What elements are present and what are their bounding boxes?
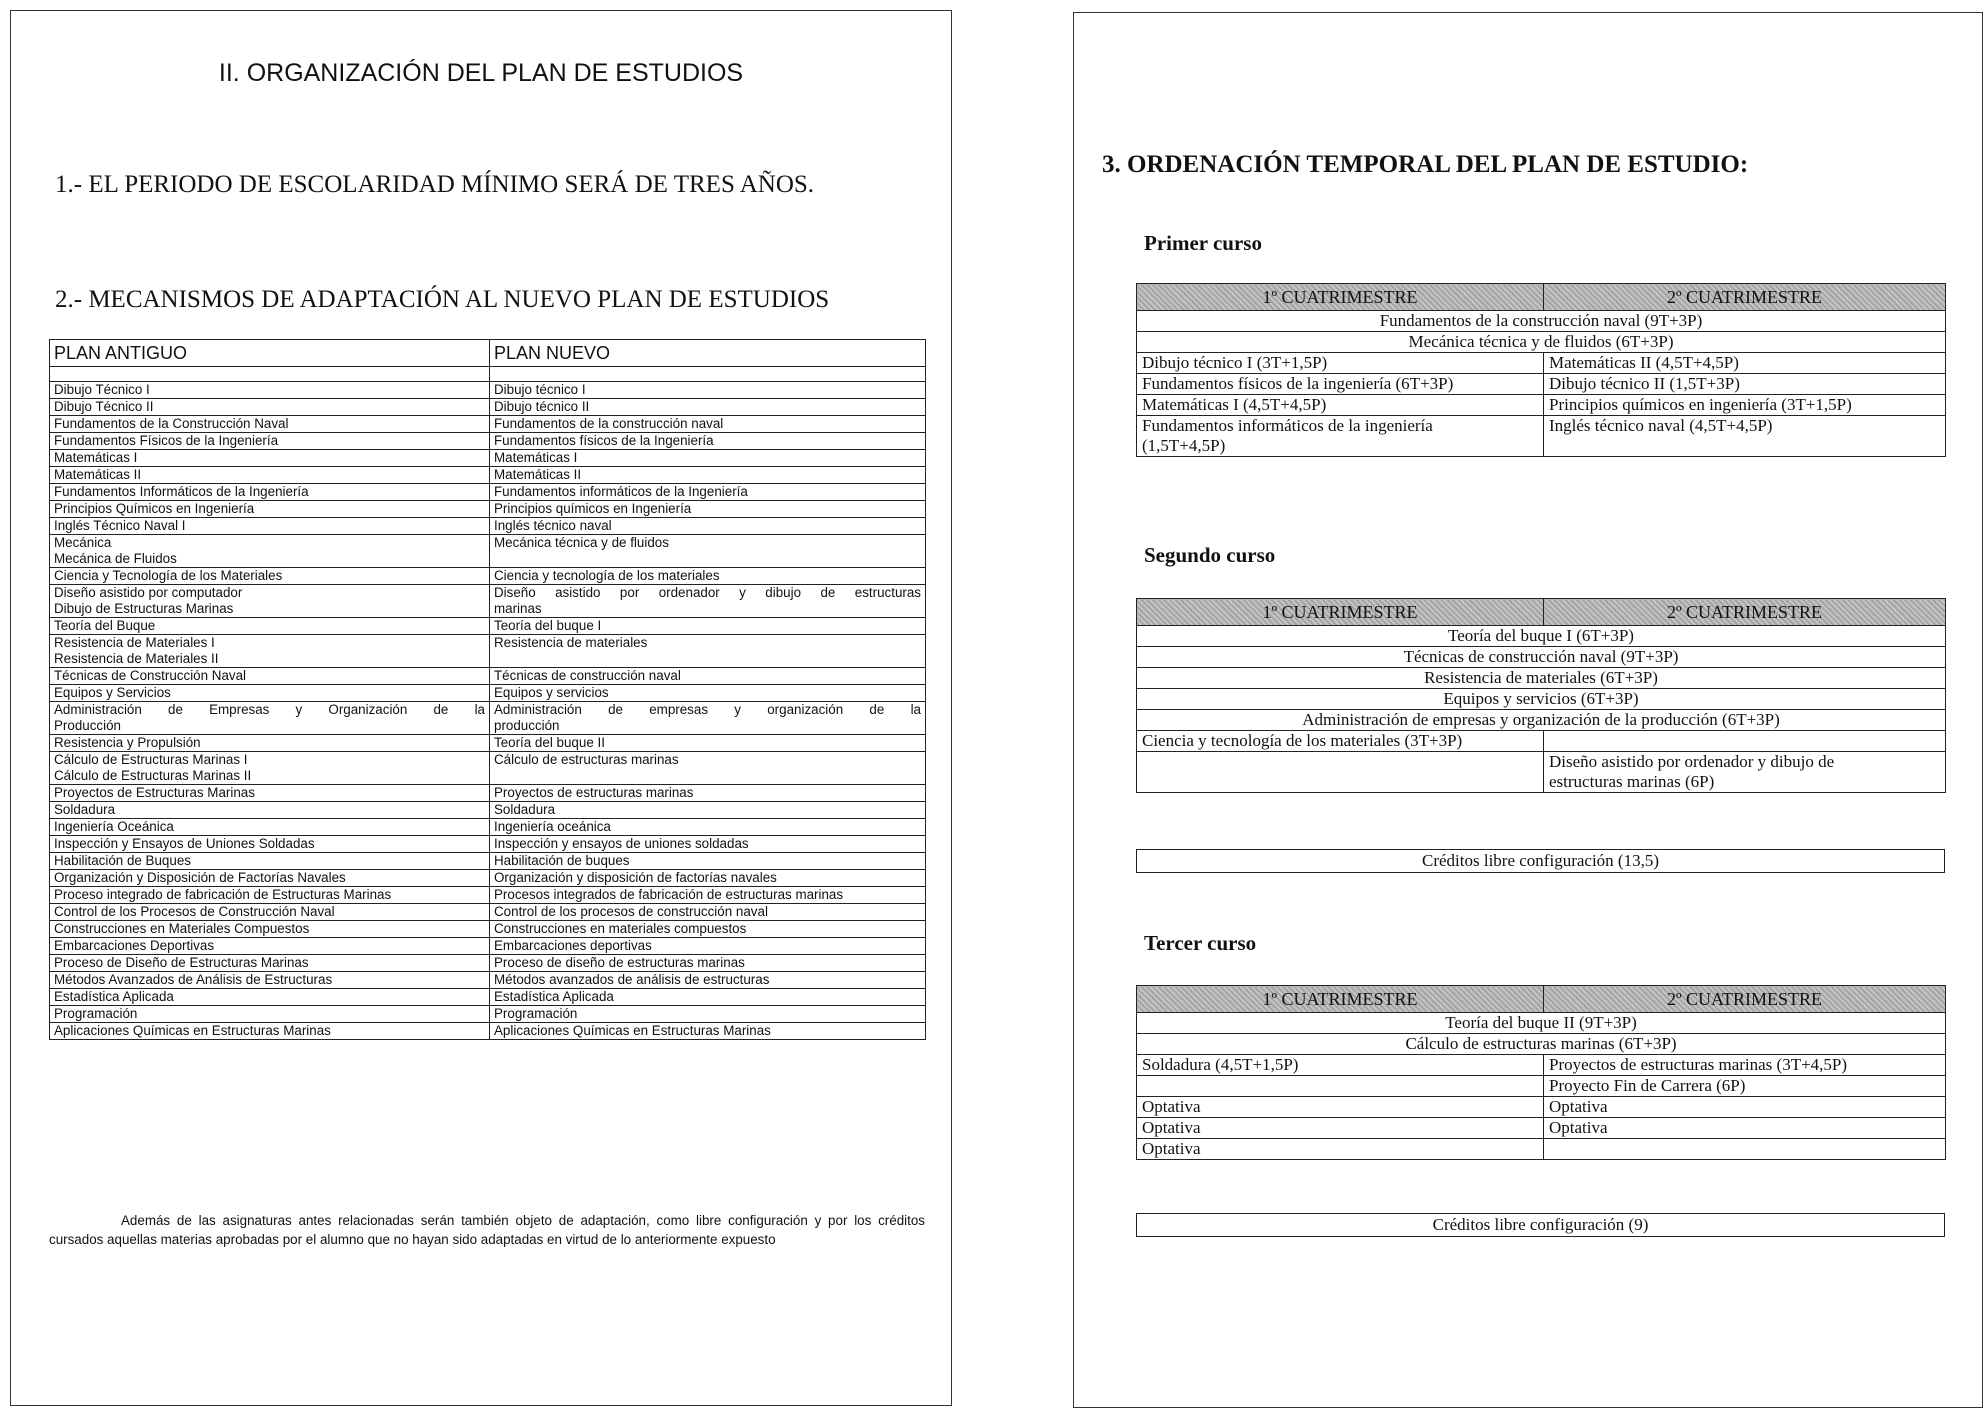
plan-nuevo-cell xyxy=(490,568,926,585)
plan-antiguo-cell xyxy=(50,618,490,635)
plan-antiguo-text: Aplicaciones Químicas en Estructuras Marinas xyxy=(54,1023,331,1038)
plan-nuevo-cell xyxy=(490,938,926,955)
plan-nuevo-cell xyxy=(490,702,926,735)
plan-antiguo-text: Cálculo de Estructuras Marinas II xyxy=(54,768,252,783)
plan-nuevo-text: Fundamentos físicos de la Ingeniería xyxy=(494,433,714,448)
second-semester-cell xyxy=(1544,1055,1946,1076)
schedule-body xyxy=(1137,311,1946,457)
plan-nuevo-cell xyxy=(490,819,926,836)
plan-antiguo-cell xyxy=(50,955,490,972)
plan-antiguo-cell xyxy=(50,568,490,585)
plan-antiguo-text: Fundamentos Físicos de la Ingeniería xyxy=(54,433,279,448)
plan-antiguo-text: Fundamentos de la Construcción Naval xyxy=(54,416,289,431)
second-semester-cell xyxy=(1544,731,1946,752)
subject-text: Inglés técnico naval (4,5T+4,5P) xyxy=(1549,416,1773,435)
subject-text xyxy=(1549,1139,1940,1159)
plan-nuevo-text: Soldadura xyxy=(494,802,556,817)
plan-antiguo-text: Control de los Procesos de Construcción Naval xyxy=(54,904,335,919)
curso-label-segundo: Segundo curso xyxy=(1144,543,1276,567)
plan-nuevo-cell xyxy=(490,1023,926,1040)
table-row xyxy=(50,467,926,484)
subject-text xyxy=(1142,752,1538,772)
first-semester-cell xyxy=(1137,374,1544,395)
table-row xyxy=(50,568,926,585)
plan-antiguo-text: Administración de Empresas y Organización de la xyxy=(54,702,485,717)
plan-antiguo-cell xyxy=(50,887,490,904)
plan-antiguo-cell xyxy=(50,1006,490,1023)
heading-escolaridad: 1.- EL PERIODO DE ESCOLARIDAD MÍNIMO SERÁ DE TRES AÑOS. xyxy=(55,171,815,198)
semester-row xyxy=(1137,395,1946,416)
table-row xyxy=(50,735,926,752)
plan-antiguo-text: Mecánica de Fluidos xyxy=(54,551,177,566)
credits-box-segundo: Créditos libre configuración (13,5) xyxy=(1136,849,1945,873)
semester-row xyxy=(1137,1139,1946,1160)
first-semester-cell xyxy=(1137,1055,1544,1076)
plan-antiguo-cell xyxy=(50,382,490,399)
table-row xyxy=(50,904,926,921)
plan-antiguo-text: Ciencia y Tecnología de los Materiales xyxy=(54,568,283,583)
plan-nuevo-text: Dibujo técnico II xyxy=(494,399,590,414)
plan-nuevo-text: Fundamentos informáticos de la Ingeniería xyxy=(494,484,748,499)
plan-nuevo-text: Técnicas de construcción naval xyxy=(494,668,681,683)
plan-antiguo-cell xyxy=(50,433,490,450)
table-row xyxy=(50,450,926,467)
annual-subject-cell: Técnicas de construcción naval (9T+3P) xyxy=(1137,647,1946,668)
subject-text: estructuras marinas (6P) xyxy=(1549,772,1715,791)
full-width-row xyxy=(1137,332,1946,353)
plan-antiguo-cell xyxy=(50,752,490,785)
plan-antiguo-cell xyxy=(50,484,490,501)
plan-nuevo-cell xyxy=(490,450,926,467)
table-row xyxy=(50,618,926,635)
first-semester-cell xyxy=(1137,1076,1544,1097)
table-row xyxy=(50,802,926,819)
plan-nuevo-text: Habilitación de buques xyxy=(494,853,630,868)
plan-antiguo-text: Resistencia de Materiales I xyxy=(54,635,215,650)
first-semester-cell xyxy=(1137,752,1544,793)
plan-nuevo-text: Ciencia y tecnología de los materiales xyxy=(494,568,720,583)
plan-nuevo-cell xyxy=(490,433,926,450)
section-title: II. ORGANIZACIÓN DEL PLAN DE ESTUDIOS xyxy=(218,59,744,87)
plan-nuevo-cell xyxy=(490,484,926,501)
subject-text: Ciencia y tecnología de los materiales (3T+3P) xyxy=(1142,731,1463,750)
right-page xyxy=(1073,12,1983,1408)
plan-nuevo-text: Matemáticas I xyxy=(494,450,578,465)
plan-nuevo-text: Construcciones en materiales compuestos xyxy=(494,921,747,936)
table-row xyxy=(50,887,926,904)
plan-antiguo-cell xyxy=(50,989,490,1006)
plan-antiguo-cell xyxy=(50,1023,490,1040)
spacer-row xyxy=(50,367,926,382)
plan-nuevo-cell xyxy=(490,668,926,685)
plan-antiguo-cell xyxy=(50,870,490,887)
plan-nuevo-text: Procesos integrados de fabricación de estructuras marinas xyxy=(494,887,844,902)
table-row xyxy=(50,668,926,685)
plan-nuevo-text: Teoría del buque I xyxy=(494,618,602,633)
subject-text: (1,5T+4,5P) xyxy=(1142,436,1226,455)
subject-text: Soldadura (4,5T+1,5P) xyxy=(1142,1055,1299,1074)
plan-nuevo-cell xyxy=(490,989,926,1006)
semester-row xyxy=(1137,1118,1946,1139)
plan-nuevo-text: Estadística Aplicada xyxy=(494,989,614,1004)
plan-nuevo-text: Control de los procesos de construcción naval xyxy=(494,904,768,919)
plan-antiguo-text: Matemáticas II xyxy=(54,467,142,482)
plan-antiguo-text: Programación xyxy=(54,1006,138,1021)
plan-antiguo-text: Organización y Disposición de Factorías Navales xyxy=(54,870,346,885)
semester-header-2: 2º CUATRIMESTRE xyxy=(1544,284,1946,311)
plan-antiguo-text: Mecánica xyxy=(54,535,112,550)
full-width-row xyxy=(1137,1013,1946,1034)
plan-antiguo-cell xyxy=(50,904,490,921)
adaptation-table-body xyxy=(50,367,926,1040)
plan-nuevo-text: Organización y disposición de factorías navales xyxy=(494,870,777,885)
plan-nuevo-text: producción xyxy=(494,718,560,733)
plan-nuevo-cell xyxy=(490,518,926,535)
plan-nuevo-text: Embarcaciones deportivas xyxy=(494,938,652,953)
plan-antiguo-text: Resistencia de Materiales II xyxy=(54,651,219,666)
plan-nuevo-cell xyxy=(490,1006,926,1023)
subject-text: Optativa xyxy=(1549,1097,1608,1116)
subject-text: Proyectos de estructuras marinas (3T+4,5P) xyxy=(1549,1055,1848,1074)
second-semester-cell xyxy=(1544,752,1946,793)
first-semester-cell xyxy=(1137,416,1544,457)
plan-antiguo-cell xyxy=(50,501,490,518)
second-semester-cell xyxy=(1544,374,1946,395)
plan-antiguo-text: Construcciones en Materiales Compuestos xyxy=(54,921,310,936)
plan-antiguo-text: Producción xyxy=(54,718,121,733)
schedule-table-segundo xyxy=(1136,598,1946,793)
plan-nuevo-cell xyxy=(490,972,926,989)
schedule-table-tercero xyxy=(1136,985,1946,1160)
table-row xyxy=(50,518,926,535)
plan-nuevo-text: Equipos y servicios xyxy=(494,685,609,700)
plan-nuevo-text: Métodos avanzados de análisis de estructuras xyxy=(494,972,770,987)
plan-nuevo-cell xyxy=(490,382,926,399)
annual-subject-cell: Teoría del buque II (9T+3P) xyxy=(1137,1013,1946,1034)
plan-antiguo-cell xyxy=(50,467,490,484)
subject-text: Matemáticas II (4,5T+4,5P) xyxy=(1549,353,1739,372)
plan-antiguo-cell xyxy=(50,921,490,938)
second-semester-cell xyxy=(1544,1139,1946,1160)
section-title-temporal: 3. ORDENACIÓN TEMPORAL DEL PLAN DE ESTUDIO: xyxy=(1102,151,1749,178)
plan-antiguo-cell xyxy=(50,785,490,802)
plan-antiguo-cell xyxy=(50,702,490,735)
schedule-body xyxy=(1137,1013,1946,1160)
table-row xyxy=(50,702,926,735)
subject-text xyxy=(1142,1076,1538,1096)
spacer-cell xyxy=(490,367,926,382)
plan-nuevo-text: Inglés técnico naval xyxy=(494,518,612,533)
plan-nuevo-cell xyxy=(490,887,926,904)
full-width-row xyxy=(1137,311,1946,332)
table-row xyxy=(50,853,926,870)
heading-adaptacion: 2.- MECANISMOS DE ADAPTACIÓN AL NUEVO PLAN DE ESTUDIOS xyxy=(55,286,830,313)
table-row xyxy=(50,989,926,1006)
schedule-table-primero xyxy=(1136,283,1946,457)
plan-nuevo-cell xyxy=(490,685,926,702)
plan-nuevo-cell xyxy=(490,416,926,433)
plan-antiguo-text: Cálculo de Estructuras Marinas I xyxy=(54,752,248,767)
subject-text: Optativa xyxy=(1142,1118,1201,1137)
plan-nuevo-cell xyxy=(490,870,926,887)
plan-antiguo-cell xyxy=(50,836,490,853)
plan-antiguo-text: Métodos Avanzados de Análisis de Estructuras xyxy=(54,972,333,987)
subject-text: Optativa xyxy=(1142,1097,1201,1116)
plan-nuevo-text: Proyectos de estructuras marinas xyxy=(494,785,694,800)
annual-subject-cell: Administración de empresas y organización de la producción (6T+3P) xyxy=(1137,710,1946,731)
plan-antiguo-cell xyxy=(50,938,490,955)
full-width-row xyxy=(1137,689,1946,710)
subject-text: Dibujo técnico II (1,5T+3P) xyxy=(1549,374,1740,393)
full-width-row xyxy=(1137,1034,1946,1055)
table-row xyxy=(50,1006,926,1023)
semester-header-1: 1º CUATRIMESTRE xyxy=(1137,986,1544,1013)
subject-text: Fundamentos físicos de la ingeniería (6T+3P) xyxy=(1142,374,1454,393)
plan-antiguo-text: Dibujo de Estructuras Marinas xyxy=(54,601,234,616)
plan-antiguo-cell xyxy=(50,535,490,568)
semester-row xyxy=(1137,752,1946,793)
second-semester-cell xyxy=(1544,353,1946,374)
plan-nuevo-text: Diseño asistido por ordenador y dibujo de estructuras xyxy=(494,585,921,600)
plan-antiguo-text: Dibujo Técnico II xyxy=(54,399,154,414)
plan-nuevo-text: Matemáticas II xyxy=(494,467,582,482)
plan-antiguo-cell xyxy=(50,685,490,702)
semester-row xyxy=(1137,416,1946,457)
annual-subject-cell: Fundamentos de la construcción naval (9T+3P) xyxy=(1137,311,1946,332)
plan-antiguo-text: Diseño asistido por computador xyxy=(54,585,243,600)
plan-antiguo-text: Proceso integrado de fabricación de Estructuras Marinas xyxy=(54,887,392,902)
second-semester-cell xyxy=(1544,416,1946,457)
table-row xyxy=(50,752,926,785)
curso-label-tercero: Tercer curso xyxy=(1144,931,1257,955)
semester-header-1: 1º CUATRIMESTRE xyxy=(1137,599,1544,626)
plan-antiguo-text: Fundamentos Informáticos de la Ingeniería xyxy=(54,484,309,499)
first-semester-cell xyxy=(1137,1118,1544,1139)
plan-nuevo-text: Mecánica técnica y de fluidos xyxy=(494,535,669,550)
semester-header-2: 2º CUATRIMESTRE xyxy=(1544,599,1946,626)
first-semester-cell xyxy=(1137,395,1544,416)
plan-antiguo-cell xyxy=(50,416,490,433)
table-row xyxy=(50,921,926,938)
plan-nuevo-cell xyxy=(490,836,926,853)
plan-nuevo-cell xyxy=(490,752,926,785)
table-row xyxy=(50,585,926,618)
second-semester-cell xyxy=(1544,1118,1946,1139)
plan-antiguo-text: Proyectos de Estructuras Marinas xyxy=(54,785,255,800)
table-row xyxy=(50,484,926,501)
plan-nuevo-text: Cálculo de estructuras marinas xyxy=(494,752,679,767)
plan-antiguo-cell xyxy=(50,735,490,752)
plan-antiguo-cell xyxy=(50,972,490,989)
plan-antiguo-cell xyxy=(50,802,490,819)
annual-subject-cell: Mecánica técnica y de fluidos (6T+3P) xyxy=(1137,332,1946,353)
plan-nuevo-text: Teoría del buque II xyxy=(494,735,605,750)
table-row xyxy=(50,501,926,518)
plan-nuevo-cell xyxy=(490,585,926,618)
table-row xyxy=(50,870,926,887)
semester-row xyxy=(1137,1076,1946,1097)
full-width-row xyxy=(1137,626,1946,647)
table-row xyxy=(50,685,926,702)
plan-nuevo-text: Principios químicos en Ingeniería xyxy=(494,501,692,516)
semester-header-2: 2º CUATRIMESTRE xyxy=(1544,986,1946,1013)
plan-antiguo-text: Matemáticas I xyxy=(54,450,138,465)
plan-antiguo-text: Proceso de Diseño de Estructuras Marinas xyxy=(54,955,309,970)
subject-text: Matemáticas I (4,5T+4,5P) xyxy=(1142,395,1327,414)
full-width-row xyxy=(1137,647,1946,668)
annual-subject-cell: Teoría del buque I (6T+3P) xyxy=(1137,626,1946,647)
subject-text: Proyecto Fin de Carrera (6P) xyxy=(1549,1076,1746,1095)
plan-nuevo-cell xyxy=(490,618,926,635)
subject-text xyxy=(1549,731,1940,751)
plan-antiguo-text: Soldadura xyxy=(54,802,116,817)
curso-label-primero: Primer curso xyxy=(1144,231,1262,255)
first-semester-cell xyxy=(1137,1139,1544,1160)
plan-antiguo-text: Técnicas de Construcción Naval xyxy=(54,668,247,683)
plan-antiguo-text: Dibujo Técnico I xyxy=(54,382,150,397)
plan-nuevo-cell xyxy=(490,635,926,668)
second-semester-cell xyxy=(1544,1097,1946,1118)
second-semester-cell xyxy=(1544,1076,1946,1097)
first-semester-cell xyxy=(1137,353,1544,374)
plan-antiguo-cell xyxy=(50,819,490,836)
plan-nuevo-cell xyxy=(490,955,926,972)
table-row xyxy=(50,535,926,568)
plan-nuevo-text: Proceso de diseño de estructuras marinas xyxy=(494,955,745,970)
plan-nuevo-cell xyxy=(490,853,926,870)
table-row xyxy=(50,819,926,836)
subject-text: Fundamentos informáticos de la ingeniería xyxy=(1142,416,1433,435)
semester-row xyxy=(1137,731,1946,752)
subject-text: Dibujo técnico I (3T+1,5P) xyxy=(1142,353,1328,372)
first-semester-cell xyxy=(1137,1097,1544,1118)
second-semester-cell xyxy=(1544,395,1946,416)
table-row xyxy=(50,433,926,450)
plan-nuevo-text: Fundamentos de la construcción naval xyxy=(494,416,724,431)
column-header-plan-antiguo: PLAN ANTIGUO xyxy=(50,340,490,367)
plan-nuevo-text: Aplicaciones Químicas en Estructuras Marinas xyxy=(494,1023,771,1038)
credits-box-tercero: Créditos libre configuración (9) xyxy=(1136,1213,1945,1237)
subject-text: Optativa xyxy=(1549,1118,1608,1137)
plan-antiguo-cell xyxy=(50,668,490,685)
column-header-plan-nuevo: PLAN NUEVO xyxy=(490,340,926,367)
plan-antiguo-text: Embarcaciones Deportivas xyxy=(54,938,215,953)
plan-nuevo-text: Administración de empresas y organización de la xyxy=(494,702,921,717)
plan-antiguo-text: Principios Químicos en Ingeniería xyxy=(54,501,255,516)
plan-antiguo-cell xyxy=(50,399,490,416)
full-width-row xyxy=(1137,710,1946,731)
adaptation-note: Además de las asignaturas antes relacionadas serán también objeto de adaptación, como libre configuración y por los créditos cursados aquellas materias aprobadas por el alumno que no hayan sido adaptadas en virtud de lo anteriormente expuesto xyxy=(49,1213,925,1247)
plan-nuevo-cell xyxy=(490,467,926,484)
plan-nuevo-cell xyxy=(490,735,926,752)
plan-antiguo-cell xyxy=(50,518,490,535)
plan-nuevo-cell xyxy=(490,921,926,938)
plan-nuevo-text: Ingeniería oceánica xyxy=(494,819,611,834)
table-row xyxy=(50,836,926,853)
plan-nuevo-cell xyxy=(490,399,926,416)
plan-nuevo-cell xyxy=(490,535,926,568)
plan-nuevo-text: marinas xyxy=(494,601,542,616)
plan-nuevo-cell xyxy=(490,904,926,921)
plan-antiguo-cell xyxy=(50,450,490,467)
plan-nuevo-text: Programación xyxy=(494,1006,578,1021)
full-width-row xyxy=(1137,668,1946,689)
table-row xyxy=(50,955,926,972)
adaptation-table xyxy=(49,339,926,1040)
semester-row xyxy=(1137,374,1946,395)
schedule-body xyxy=(1137,626,1946,793)
annual-subject-cell: Cálculo de estructuras marinas (6T+3P) xyxy=(1137,1034,1946,1055)
plan-nuevo-cell xyxy=(490,501,926,518)
table-row xyxy=(50,382,926,399)
spacer-cell xyxy=(50,367,490,382)
plan-antiguo-text: Estadística Aplicada xyxy=(54,989,174,1004)
plan-nuevo-cell xyxy=(490,802,926,819)
subject-text: Optativa xyxy=(1142,1139,1201,1158)
plan-antiguo-cell xyxy=(50,585,490,618)
subject-text: Diseño asistido por ordenador y dibujo de xyxy=(1549,752,1835,771)
plan-antiguo-text: Equipos y Servicios xyxy=(54,685,171,700)
table-row xyxy=(50,416,926,433)
semester-row xyxy=(1137,353,1946,374)
table-row xyxy=(50,938,926,955)
annual-subject-cell: Equipos y servicios (6T+3P) xyxy=(1137,689,1946,710)
plan-antiguo-text: Teoría del Buque xyxy=(54,618,156,633)
plan-nuevo-cell xyxy=(490,785,926,802)
plan-nuevo-text: Resistencia de materiales xyxy=(494,635,648,650)
table-row xyxy=(50,972,926,989)
subject-text: Principios químicos en ingeniería (3T+1,5P) xyxy=(1549,395,1852,414)
table-row xyxy=(50,399,926,416)
semester-row xyxy=(1137,1097,1946,1118)
first-semester-cell xyxy=(1137,731,1544,752)
table-row xyxy=(50,1023,926,1040)
plan-nuevo-text: Dibujo técnico I xyxy=(494,382,586,397)
plan-antiguo-cell xyxy=(50,853,490,870)
semester-header-1: 1º CUATRIMESTRE xyxy=(1137,284,1544,311)
table-row xyxy=(50,635,926,668)
plan-antiguo-text: Inspección y Ensayos de Uniones Soldadas xyxy=(54,836,315,851)
table-row xyxy=(50,785,926,802)
plan-antiguo-cell xyxy=(50,635,490,668)
plan-nuevo-text: Inspección y ensayos de uniones soldadas xyxy=(494,836,749,851)
plan-antiguo-text: Habilitación de Buques xyxy=(54,853,191,868)
left-page xyxy=(10,10,952,1406)
annual-subject-cell: Resistencia de materiales (6T+3P) xyxy=(1137,668,1946,689)
semester-row xyxy=(1137,1055,1946,1076)
plan-antiguo-text: Resistencia y Propulsión xyxy=(54,735,201,750)
plan-antiguo-text: Ingeniería Oceánica xyxy=(54,819,174,834)
plan-antiguo-text: Inglés Técnico Naval I xyxy=(54,518,186,533)
